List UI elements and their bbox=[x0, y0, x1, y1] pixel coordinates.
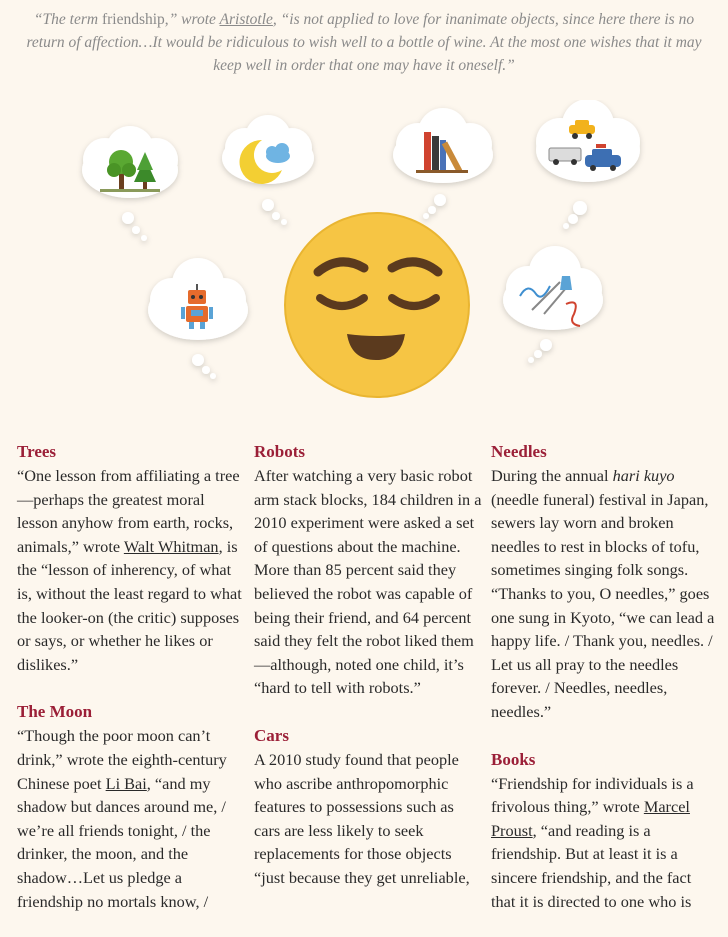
heading-moon: The Moon bbox=[17, 702, 93, 722]
text-needles: During the annual hari kuyo (needle funeral) festival in Japan, sewers lay worn and broken needles to rest in blocks of tofu, sometimes singing folk songs. “Thanks to you, O needles,” goes one sung in Kyoto, “we can lead a happy life. / Thank you, needles. / Let us all pray to the needles forever. / Needles, needles, needles.” bbox=[491, 466, 715, 721]
column-2 bbox=[254, 440, 482, 914]
text-cars: A 2010 study found that people who ascribe anthropomorphic features to possessions such as cars are less likely to seek replacements for those objects “just because they get unreliable, bbox=[254, 749, 470, 887]
thought-cloud-cars bbox=[536, 100, 640, 229]
thought-cloud-books bbox=[393, 108, 493, 219]
thought-cloud-robot bbox=[148, 258, 248, 379]
section-books bbox=[491, 748, 719, 914]
section-needles bbox=[491, 440, 719, 724]
section-robots bbox=[254, 440, 482, 700]
column-3 bbox=[491, 440, 719, 937]
section-cars bbox=[254, 724, 482, 890]
friendship-illustration bbox=[0, 100, 728, 420]
text-robots: After watching a very basic robot arm stack blocks, 184 children in a 2010 experiment were asked a set of questions about the machine. More than 85 percent said they believed the robot was capable of being their friend, and 64 percent said they felt the robot liked them—although, noted one child, it’s “hard to tell with robots.” bbox=[254, 466, 482, 698]
heading-robots: Robots bbox=[254, 442, 306, 461]
section-trees bbox=[17, 440, 245, 676]
section-moon bbox=[17, 700, 245, 913]
thought-cloud-trees bbox=[82, 126, 178, 241]
text-moon: “Though the poor moon can’t drink,” wrote the eighth-century Chinese poet Li Bai, “and my shadow but dances around me, / we’re all friends tonight, / the drinker, the moon, and the shadow…Let us pledge a friendship no mortals know, / bbox=[17, 726, 227, 911]
thought-cloud-moon bbox=[222, 115, 314, 225]
epigraph-quote: “The term friendship,” wrote Aristotle, “is not applied to love for inanimate objects, since here there is no return of affection…It would be ridiculous to wish well to a bottle of wine. At the most one wishes that it may keep well in order that one may have it oneself.” bbox=[26, 11, 702, 74]
heading-books: Books bbox=[491, 749, 536, 769]
thought-cloud-needles bbox=[503, 246, 603, 363]
heading-needles: Needles bbox=[491, 442, 547, 461]
aristotle-link[interactable]: Aristotle bbox=[219, 11, 273, 28]
relieved-face-emoji-icon bbox=[285, 213, 469, 397]
column-1 bbox=[17, 440, 245, 937]
text-trees: “One lesson from affiliating a tree —perhaps the greatest moral lesson anyhow from earth, rocks, animals,” wrote Walt Whitman, is the “lesson of inherency, of what is, without the least regard to what the looker-on (the critic) supposes or says, or whether he likes or dislikes.” bbox=[17, 466, 242, 674]
marcel-proust-link[interactable]: Marcel Proust bbox=[491, 797, 690, 840]
heading-cars: Cars bbox=[254, 725, 289, 745]
heading-trees: Trees bbox=[17, 442, 57, 461]
text-books: “Friendship for individuals is a frivolous thing,” wrote Marcel Proust, “and reading is a friendship. But at least it is a sincere friendship, and the fact that it is directed to one who is bbox=[491, 773, 694, 911]
walt-whitman-link[interactable]: Walt Whitman bbox=[123, 536, 219, 556]
li-bai-link[interactable]: Li Bai bbox=[105, 773, 147, 793]
